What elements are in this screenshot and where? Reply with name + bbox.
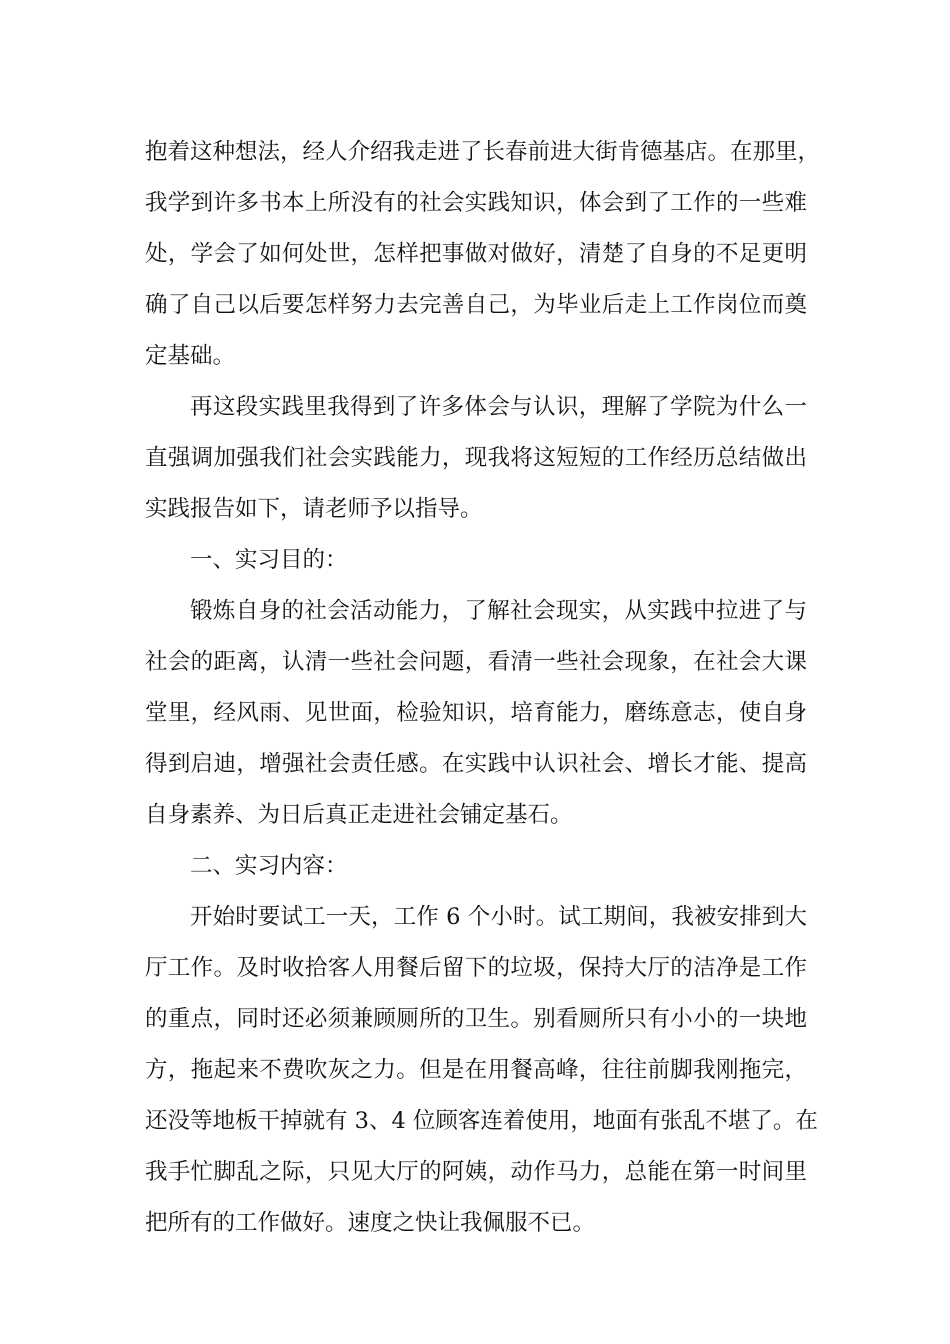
text-line: 我手忙脚乱之际，只见大厅的阿姨，动作马力，总能在第一时间里 — [145, 1159, 807, 1185]
section-heading-purpose: 一、实习目的： — [190, 547, 348, 573]
section-heading-content: 二、实习内容： — [190, 853, 348, 879]
text-line: 堂里，经风雨、见世面，检验知识，培育能力，磨练意志，使自身 — [145, 700, 807, 726]
text-line: 自身素养、为日后真正走进社会铺定基石。 — [145, 802, 573, 828]
text-line: 我学到许多书本上所没有的社会实践知识，体会到了工作的一些难 — [145, 190, 807, 216]
text-line: 开始时要试工一天，工作 6 个小时。试工期间，我被安排到大 — [190, 904, 807, 930]
text-line: 锻炼自身的社会活动能力，了解社会现实，从实践中拉进了与 — [190, 598, 807, 624]
paragraph-1 — [145, 127, 821, 382]
text-line: 得到启迪，增强社会责任感。在实践中认识社会、增长才能、提高 — [145, 751, 807, 777]
text-line: 厅工作。及时收拾客人用餐后留下的垃圾，保持大厅的洁净是工作 — [145, 955, 807, 981]
text-line: 还没等地板干掉就有 3、4 位顾客连着使用，地面有张乱不堪了。在 — [145, 1108, 818, 1134]
text-line: 再这段实践里我得到了许多体会与认识，理解了学院为什么一 — [190, 394, 807, 420]
text-line: 实践报告如下，请老师予以指导。 — [145, 496, 483, 522]
text-line: 处，学会了如何处世，怎样把事做对做好，清楚了自身的不足更明 — [145, 241, 807, 267]
text-line: 定基础。 — [145, 343, 236, 369]
paragraph-4 — [145, 892, 818, 1249]
text-line: 社会的距离，认清一些社会问题，看清一些社会现象，在社会大课 — [145, 649, 807, 675]
paragraph-2 — [145, 382, 807, 535]
paragraph-3 — [145, 586, 807, 841]
text-line: 确了自己以后要怎样努力去完善自己，为毕业后走上工作岗位而奠 — [145, 292, 807, 318]
text-line: 抱着这种想法，经人介绍我走进了长春前进大街肯德基店。在那里， — [145, 139, 821, 165]
text-line: 方，拖起来不费吹灰之力。但是在用餐高峰，往往前脚我刚拖完， — [145, 1057, 807, 1083]
document-body — [145, 127, 821, 1249]
text-line: 直强调加强我们社会实践能力，现我将这短短的工作经历总结做出 — [145, 445, 807, 471]
text-line: 把所有的工作做好。速度之快让我佩服不已。 — [145, 1210, 596, 1236]
text-line: 的重点，同时还必须兼顾厕所的卫生。别看厕所只有小小的一块地 — [145, 1006, 807, 1032]
